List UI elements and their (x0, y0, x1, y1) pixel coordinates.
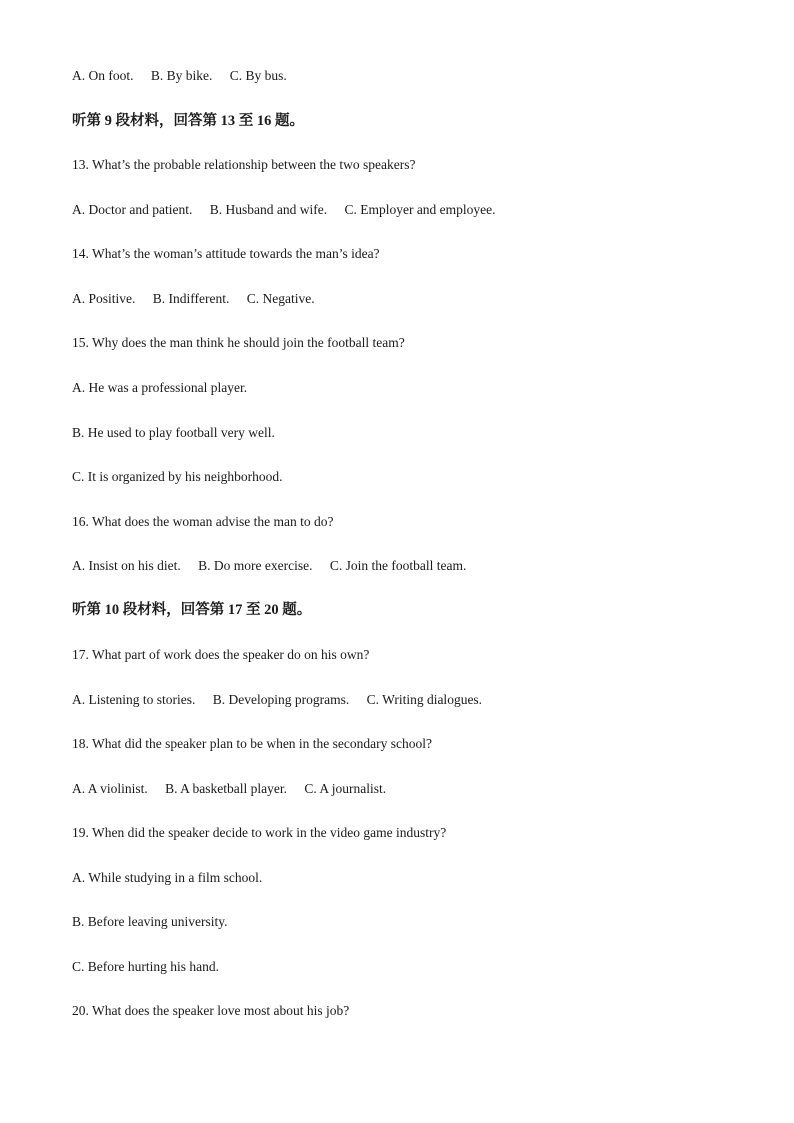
option-a: A. A violinist. (72, 781, 148, 796)
question-20: 20. What does the speaker love most about his job? (72, 1003, 350, 1018)
options-q16 (72, 557, 466, 575)
question-14: 14. What’s the woman’s attitude towards the man’s idea? (72, 246, 380, 261)
option-c: C. By bus. (229, 68, 287, 83)
option-c: C. Join the football team. (329, 558, 467, 573)
option-c: C. A journalist. (304, 781, 387, 796)
option-15b: B. He used to play football very well. (72, 425, 275, 440)
option-19a: A. While studying in a film school. (72, 870, 263, 885)
option-a: A. Listening to stories. (72, 692, 196, 707)
question-18: 18. What did the speaker plan to be when in the secondary school? (72, 736, 433, 751)
option-a: A. Doctor and patient. (72, 202, 193, 217)
question-16: 16. What does the woman advise the man to do? (72, 514, 334, 529)
options-q17 (72, 691, 482, 709)
option-15c: C. It is organized by his neighborhood. (72, 469, 283, 484)
question-15: 15. Why does the man think he should join the football team? (72, 335, 405, 350)
option-b: B. A basketball player. (165, 781, 288, 796)
options-q18 (72, 780, 386, 798)
option-c: C. Employer and employee. (344, 202, 496, 217)
options-q12 (72, 67, 287, 85)
section-heading-10: 听第 10 段材料，回答第 17 至 20 题。 (72, 602, 312, 618)
option-a: A. On foot. (72, 68, 134, 83)
options-q13 (72, 201, 496, 219)
option-b: B. Do more exercise. (198, 558, 313, 573)
option-b: B. By bike. (150, 68, 213, 83)
option-19c: C. Before hurting his hand. (72, 959, 219, 974)
option-15a: A. He was a professional player. (72, 380, 248, 395)
question-13: 13. What’s the probable relationship between the two speakers? (72, 157, 416, 172)
question-17: 17. What part of work does the speaker do on his own? (72, 647, 370, 662)
option-b: B. Developing programs. (212, 692, 350, 707)
option-a: A. Positive. (72, 291, 136, 306)
option-c: C. Negative. (246, 291, 315, 306)
question-19: 19. When did the speaker decide to work in the video game industry? (72, 825, 447, 840)
option-c: C. Writing dialogues. (366, 692, 483, 707)
option-a: A. Insist on his diet. (72, 558, 181, 573)
option-b: B. Indifferent. (152, 291, 230, 306)
option-b: B. Husband and wife. (209, 202, 328, 217)
option-19b: B. Before leaving university. (72, 914, 228, 929)
section-heading-9: 听第 9 段材料，回答第 13 至 16 题。 (72, 113, 304, 129)
options-q14 (72, 290, 315, 308)
